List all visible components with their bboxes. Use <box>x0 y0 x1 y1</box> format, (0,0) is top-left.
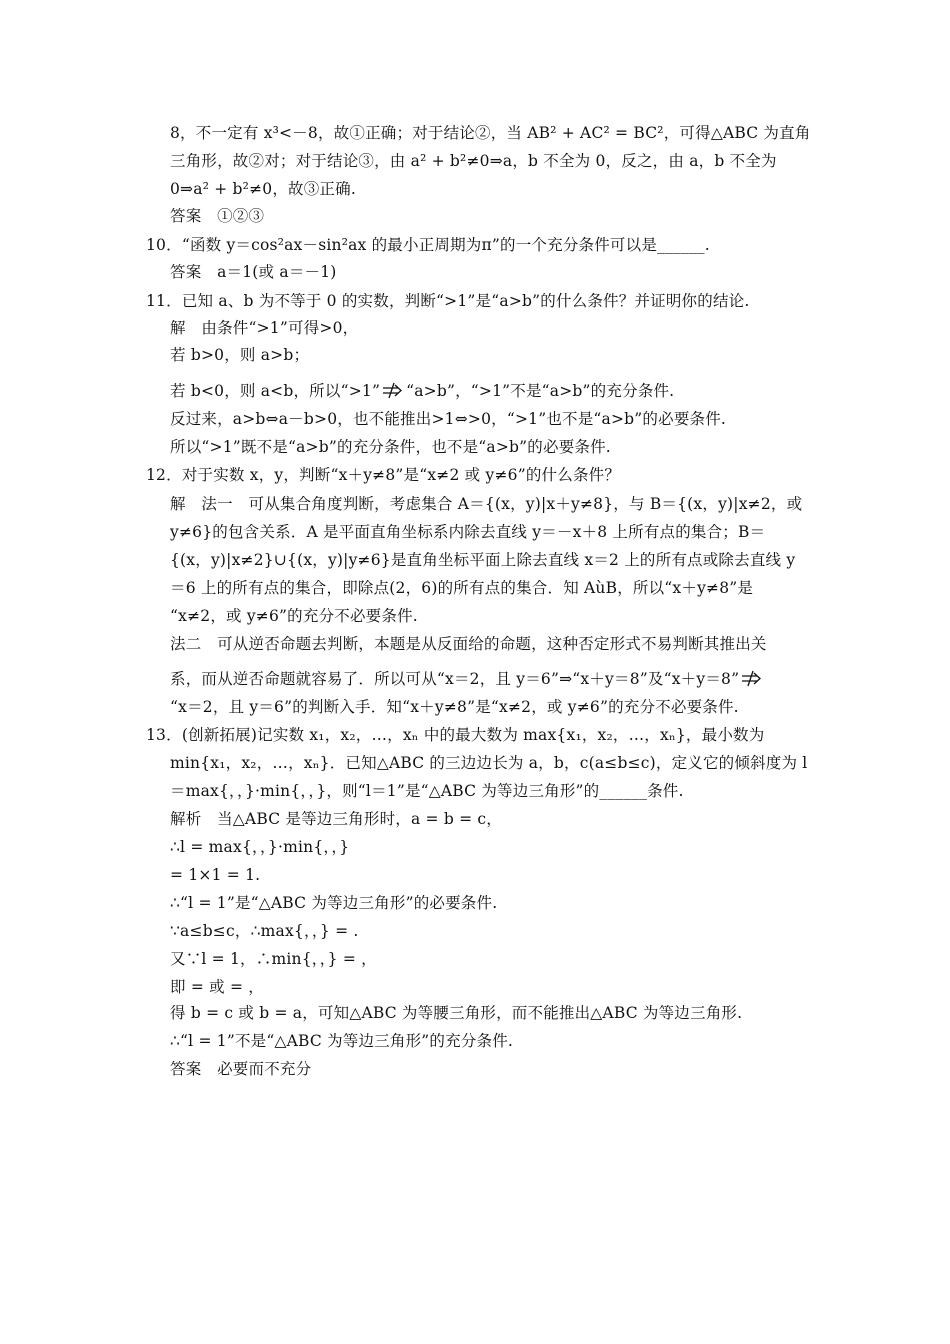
solution-text: ∴“l = 1”不是“△ABC 为等边三角形”的充分条件. <box>170 1032 514 1050</box>
solution-text: 得 b = c 或 b = a，可知△ABC 为等腰三角形，而不能推出△ABC 为等边三角形. <box>170 1004 743 1022</box>
question-13: 13．(创新拓展)记实数 x₁，x₂，…，xₙ 中的最大数为 max{x₁，x₂，…，xₙ}，最小数为 <box>146 726 765 744</box>
answer-line: 答案 必要而不充分 <box>170 1060 312 1078</box>
question-11: 11．已知 a、b 为不等于 0 的实数，判断“>1”是“a>b”的什么条件？并证明你的结论. <box>146 292 750 310</box>
solution-text: ∴l = max{，，}·min{，，} <box>170 838 350 856</box>
solution-text: 三角形，故②对；对于结论③，由 a² + b²≠0⇒a，b 不全为 0，反之，由 a，b 不全为 <box>170 152 777 170</box>
solution-text: 即 = 或 = ， <box>170 978 264 996</box>
not-implies-icon <box>741 672 763 688</box>
solution-text: = 1×1 = 1. <box>170 866 261 884</box>
answer-line: 答案 a＝1(或 a＝－1) <box>170 263 337 281</box>
question-12: 12．对于实数 x，y，判断“x＋y≠8”是“x≠2 或 y≠6”的什么条件？ <box>146 466 621 484</box>
solution-text: ∵a≤b≤c，∴max{，，} = . <box>170 922 359 940</box>
not-implies-icon <box>382 384 404 400</box>
solution-text <box>170 381 674 401</box>
solution-text: 8，不一定有 x³<－8，故①正确；对于结论②，当 AB² + AC² = BC²，可得△ABC 为直角 <box>170 124 811 142</box>
solution-text-part: “a>b”，“>1”不是“a>b”的充分条件. <box>406 382 675 400</box>
solution-text: y≠6}的包含关系．A 是平面直角坐标系内除去直线 y＝－x＋8 上所有点的集合；B＝ <box>170 523 766 541</box>
question-13: min{x₁，x₂，…，xₙ}．已知△ABC 的三边边长为 a，b，c(a≤b≤c)，定义它的倾斜度为 l <box>170 754 808 772</box>
solution-text: 反过来，a>b⇔a－b>0，也不能推出>1⇔>0，“>1”也不是“a>b”的必要条件. <box>170 410 727 428</box>
solution-text: 又∵l = 1，∴min{，，} = ， <box>170 950 377 968</box>
question-13: ＝max{，，}·min{，，}，则“l＝1”是“△ABC 为等边三角形”的______条件. <box>170 782 684 800</box>
solution-text: 所以“>1”既不是“a>b”的充分条件，也不是“a>b”的必要条件. <box>170 438 611 456</box>
solution-text <box>170 669 765 689</box>
answer-line: 答案 ①②③ <box>170 207 265 225</box>
solution-text: 法二 可从逆否命题去判断，本题是从反面给的命题，这种否定形式不易判断其推出关 <box>170 635 767 653</box>
solution-text: 0⇒a² + b²≠0，故③正确. <box>170 180 356 198</box>
question-10: 10．“函数 y＝cos²ax－sin²ax 的最小正周期为π”的一个充分条件可以是______. <box>146 236 710 254</box>
solution-text: ＝6 上的所有点的集合，即除点(2，6)的所有点的集合．知 AùB，所以“x＋y≠8”是 <box>170 579 754 597</box>
solution-text: 解 法一 可从集合角度判断，考虑集合 A＝{(x，y)|x＋y≠8}，与 B＝{(x，y)|x≠2，或 <box>170 495 803 513</box>
solution-text-part: 系，而从逆否命题就容易了．所以可从“x＝2，且 y＝6”⇒“x＋y＝8”及“x＋y＝8” <box>170 670 740 688</box>
solution-text: ∴“l = 1”是“△ABC 为等边三角形”的必要条件. <box>170 894 498 912</box>
solution-text-part: 若 b<0，则 a<b，所以“>1” <box>170 382 381 400</box>
solution-text: 解析 当△ABC 是等边三角形时，a = b = c， <box>170 810 503 828</box>
solution-text: “x＝2，且 y＝6”的判断入手．知“x＋y≠8”是“x≠2，或 y≠6”的充分不必要条件. <box>170 698 739 716</box>
solution-text: “x≠2，或 y≠6”的充分不必要条件. <box>170 607 418 625</box>
solution-text: 若 b>0，则 a>b； <box>170 346 310 364</box>
solution-text: {(x，y)|x≠2}∪{(x，y)|y≠6}是直角坐标平面上除去直线 x＝2 上的所有点或除去直线 y <box>170 551 796 569</box>
solution-text: 解 由条件“>1”可得>0， <box>170 319 359 337</box>
